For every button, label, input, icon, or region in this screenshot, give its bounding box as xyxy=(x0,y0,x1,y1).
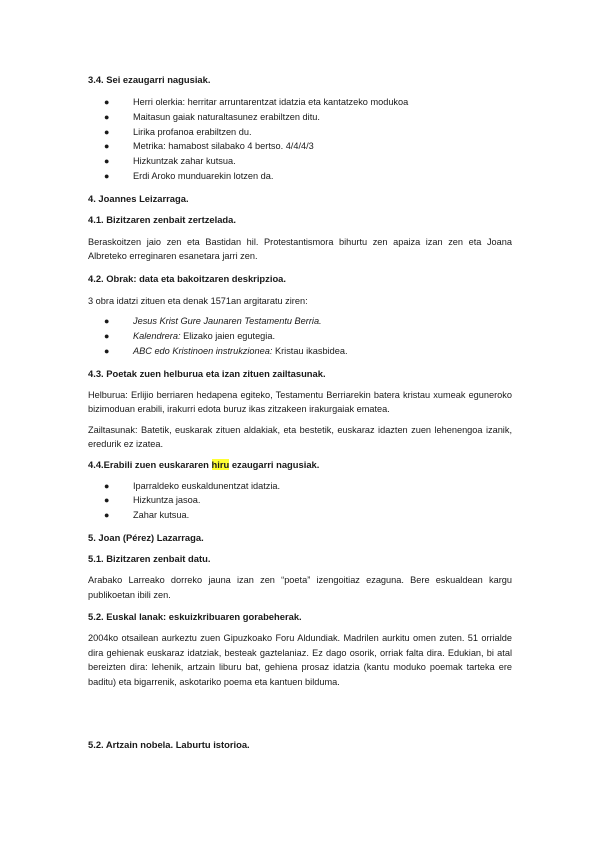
bullet-icon: ● xyxy=(104,111,110,122)
heading-5: 5. Joan (Pérez) Lazarraga. xyxy=(88,532,204,544)
language-features-list xyxy=(88,479,512,523)
paragraph-zailtasunak: Zailtasunak: Batetik, euskarak zituen aldakiak, eta bestetik, euskaraz idazten zuen lehenengoa izanik, eredurik ez izatea. xyxy=(88,424,512,450)
list-item: ● Iparraldeko euskaldunentzat idatzia. xyxy=(104,479,512,494)
paragraph-5-1: Arabako Larreako dorreko jauna izan zen “poeta” izengoitiaz ezaguna. Bere eskualdean kargu publikoetan ibili zen. xyxy=(88,575,512,600)
heading-5-2-artzain: 5.2. Artzain nobela. Laburtu istorioa. xyxy=(88,739,250,751)
bullet-icon: ● xyxy=(104,97,110,107)
paragraph-5-2: 2004ko otsailean aurkeztu zuen Gipuzkoako Foru Aldundiak. Madrilen aurkitu omen zuten. 51 orrialde dira gehienak euskaraz idatziak, besteak gaztelaniaz. Ez dago osorik, orriak falta dira. Edukian, bi atal bereizten dira: lehenik, artzain liburu bat, gehiena prosaz idatzia (kantu moduko poemak tarteka ere baditu) eta bigarrenik, askotariko poema eta kantuen bilduma. xyxy=(88,633,512,687)
list-item: ● Hizkuntza jasoa. xyxy=(104,493,512,508)
bullet-icon: ● xyxy=(104,331,110,342)
document-page xyxy=(88,70,512,751)
heading-4: 4. Joannes Leizarraga. xyxy=(88,192,189,204)
list-item: ● Erdi Aroko munduarekin lotzen da. xyxy=(104,169,512,184)
list-item: ● Hizkuntzak zahar kutsua. xyxy=(104,154,512,169)
list-item: ● Lirika profanoa erabiltzen du. xyxy=(104,125,512,140)
list-item: ● Metrika: hamabost silabako 4 bertso. 4/4/4/3 xyxy=(104,139,512,154)
bullet-icon: ● xyxy=(104,126,110,137)
heading-5-1: 5.1. Bizitzaren zenbait datu. xyxy=(88,553,211,565)
bullet-icon: ● xyxy=(104,170,110,181)
list-item: ● ABC edo Kristinoen instrukzionea: Kristau ikasbidea. xyxy=(104,344,512,359)
list-item: ● Herri olerkia: herritar arruntarentzat idatzia eta kantatzeko modukoa xyxy=(104,95,512,110)
bullet-icon: ● xyxy=(104,510,110,521)
bullet-icon: ● xyxy=(104,480,110,491)
heading-4-4: 4.4.Erabili zuen euskararen hiru ezaugarri nagusiak. xyxy=(88,458,320,470)
highlighted-word: hiru xyxy=(211,458,230,470)
heading-4-1: 4.1. Bizitzaren zenbait zertzelada. xyxy=(88,213,236,225)
paragraph-4-1: Beraskoitzen jaio zen eta Bastidan hil. Protestantismora bihurtu zen apaiza izan zen eta Joana Albreteko erreginaren esanetara jarri zen. xyxy=(88,236,512,262)
list-item: ● Zahar kutsua. xyxy=(104,508,512,523)
heading-5-2: 5.2. Euskal lanak: eskuizkribuaren gorabeherak. xyxy=(88,611,302,623)
heading-4-3: 4.3. Poetak zuen helburua eta izan zituen zailtasunak. xyxy=(88,367,326,379)
list-item: ● Kalendrera: Elizako jaien egutegia. xyxy=(104,329,512,344)
heading-4-2: 4.2. Obrak: data eta bakoitzaren deskripzioa. xyxy=(88,272,286,284)
paragraph-4-2: 3 obra idatzi zituen eta denak 1571an argitaratu ziren: xyxy=(88,295,308,306)
bullet-icon: ● xyxy=(104,345,110,356)
list-item: ● Jesus Krist Gure Jaunaren Testamentu Berria. xyxy=(104,314,512,329)
heading-3-4: 3.4. Sei ezaugarri nagusiak. xyxy=(88,74,211,85)
bullet-icon: ● xyxy=(104,156,110,167)
paragraph-helburua: Helburua: Erlijio berriaren hedapena egiteko, Testamentu Berriarekin batera kristau xumeak eguneroko bizimoduan erabili, irakurri edota buruz ikas zitzakeen irakurgaiak ematea. xyxy=(88,389,512,415)
bullet-icon: ● xyxy=(104,141,110,152)
works-list xyxy=(88,314,512,358)
list-item: ● Maitasun gaiak naturaltasunez erabiltzen ditu. xyxy=(104,110,512,125)
bullet-icon: ● xyxy=(104,495,110,506)
bullet-icon: ● xyxy=(104,316,110,327)
features-list xyxy=(88,95,512,184)
